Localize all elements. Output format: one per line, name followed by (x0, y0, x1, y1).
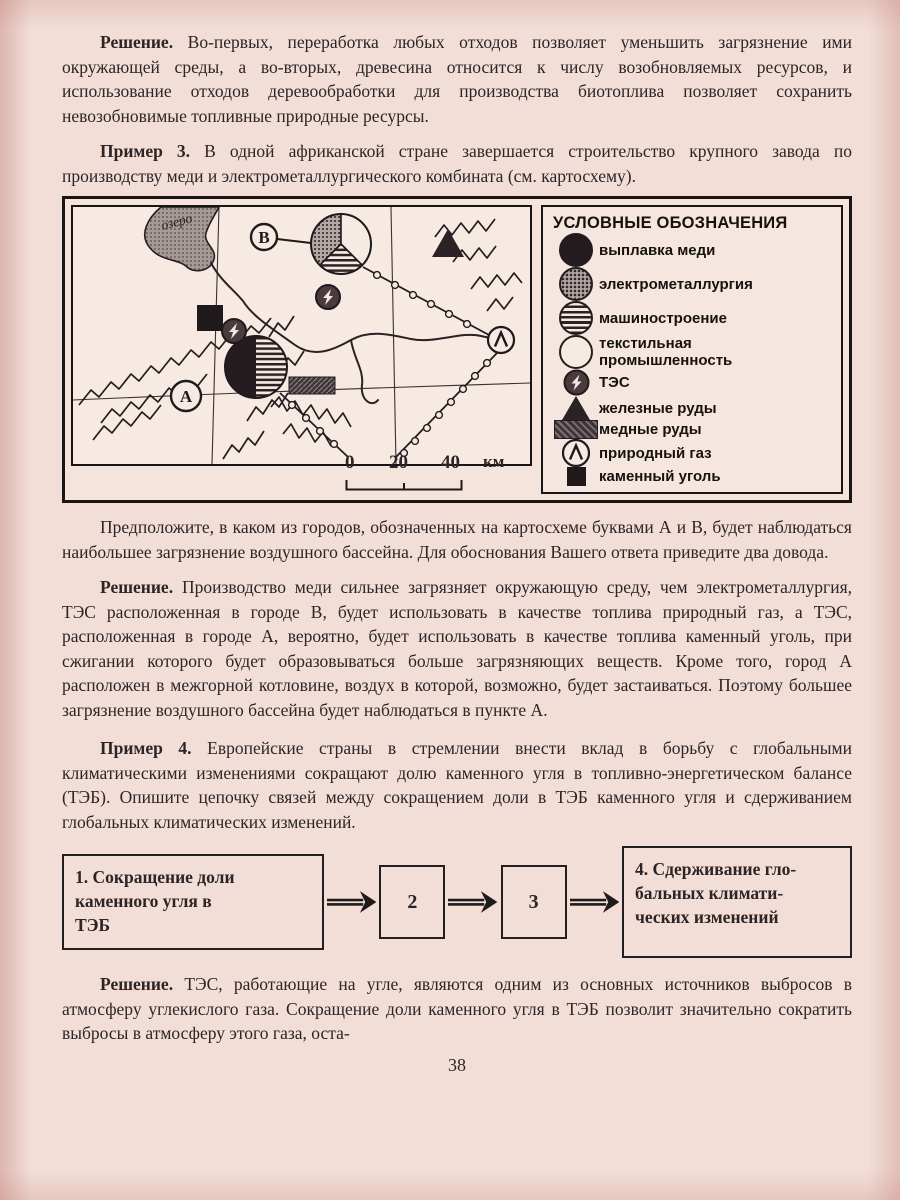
flowchart-box-3: 3 (501, 865, 567, 939)
city-b-label: В (258, 228, 270, 247)
iron-ore-icon (562, 396, 590, 420)
scale-tick-40: 40 (441, 452, 460, 473)
map-figure (62, 196, 852, 503)
flowchart-box-2: 2 (379, 865, 445, 939)
copper-smelting-icon (559, 233, 593, 267)
map-svg (71, 205, 532, 466)
solution3-text: Производство меди сильнее загрязняет окружающую среду, чем электрометаллургия, ТЭС расположенная в городе В, будет использовать в качестве топлива природный газ, а ТЭС, расположенная в городе А, вероятно, будет использовать в качестве топлива каменный уголь, при сжигании которого будет образовываться больше загрязняющих веществ. Кроме того, город А расположен в межгорной котловине, воздух в которой, возможно, будет застаиваться. Поэтому большее загрязнение воздушного бассейна будет наблюдаться в пункте А. (62, 577, 853, 720)
solution-lead: Решение. (100, 32, 174, 52)
scale-bracket (345, 480, 463, 491)
legend-title: УСЛОВНЫЕ ОБОЗНАЧЕНИЯ (553, 214, 788, 232)
solution-text: Во-первых, переработка любых отходов позволяет уменьшить загрязнение ими окружающей среды, а во-вторых, древесина относится к числу возобновляемых ресурсов, и использование отходов деревообработки для производства биотоплива позволяет сохранить невозобновимые топливные природные ресурсы. (62, 32, 852, 126)
legend-item: каменный уголь (553, 467, 833, 486)
copper-smelting-marker (225, 336, 287, 398)
lake (145, 207, 219, 271)
paragraph-solution2 (62, 30, 852, 128)
legend-item: электрометаллургия (553, 267, 833, 301)
legend-item: машиностроение (553, 301, 833, 335)
paragraph-example4 (62, 736, 852, 834)
scale-bar (345, 454, 521, 492)
coal-marker (197, 305, 223, 331)
scale-tick-0: 0 (345, 452, 355, 473)
solution4-text: ТЭС, работающие на угле, являются одним из основных источников выбросов в атмосферу углекислого газа. Сокращение доли каменного угля в ТЭБ позволит значительно сократить выбросы в атмосферу этого газа, оста- (62, 974, 853, 1043)
question3-text: Предположите, в каком из городов, обозначенных на картосхеме буквами А и В, будет наблюдаться наибольшее загрязнение воздушного бассейна. Для обоснования Вашего ответа приведите два довода. (62, 517, 852, 562)
example4-text: Европейские страны в стремлении внести вклад в борьбу с глобальными климатическими изменениями сокращают долю каменного угля в топливно-энергетическом балансе (ТЭБ). Опишите цепочку связей между сокращением доли в ТЭБ каменного угля и сдерживанием глобальных климатических изменений. (62, 738, 852, 832)
flow-arrow-icon (448, 889, 497, 915)
tpp-icon (563, 369, 590, 396)
map-panel (71, 205, 533, 494)
scale-tick-20: 20 (389, 452, 408, 473)
example4-lead: Пример 4. (100, 738, 192, 758)
legend-item: железные руды (553, 396, 833, 420)
legend-item: выплавка меди (553, 233, 833, 267)
city-a-marker (171, 381, 201, 411)
tpp-marker-b (316, 285, 340, 309)
city-a-label: А (179, 387, 193, 406)
legend-item: ТЭС (553, 369, 833, 396)
industry-pie-b (311, 214, 371, 274)
lake-label: озеро (159, 210, 194, 233)
example3-lead: Пример 3. (100, 141, 191, 161)
example3-text: В одной африканской стране завершается строительство крупного завода по производству меди и электрометаллургического комбината (см. картосхему). (62, 141, 852, 186)
flowchart-box-4: 4. Сдерживание гло- бальных климати- ческих изменений (622, 846, 852, 958)
natural-gas-icon (562, 439, 590, 467)
railway (280, 267, 497, 457)
paragraph-question3 (62, 515, 852, 564)
natural-gas-marker (488, 327, 514, 353)
textile-icon (559, 335, 593, 369)
tpp-marker-a (222, 319, 246, 343)
legend-item: текстильная промышленность (553, 335, 833, 369)
electrometallurgy-icon (559, 267, 593, 301)
flow-arrow-icon (570, 889, 619, 915)
legend-item: природный газ (553, 439, 833, 467)
legend-item: медные руды (553, 420, 833, 439)
machinery-icon (559, 301, 593, 335)
scale-unit: км (483, 452, 505, 471)
copper-ore-icon (554, 420, 598, 439)
map-legend (541, 205, 843, 494)
paragraph-solution4 (62, 972, 852, 1046)
flowchart (62, 846, 852, 958)
page-number: 38 (448, 1054, 466, 1075)
copper-ore-marker (289, 377, 335, 394)
solution3-lead: Решение. (100, 577, 174, 597)
solution4-lead: Решение. (100, 974, 174, 994)
city-b-marker (251, 224, 311, 250)
paragraph-solution3 (62, 575, 852, 722)
coal-icon (567, 467, 586, 486)
flow-arrow-icon (327, 889, 376, 915)
flowchart-box-1: 1. Сокращение доли каменного угля в ТЭБ (62, 854, 324, 950)
paragraph-example3 (62, 139, 852, 188)
